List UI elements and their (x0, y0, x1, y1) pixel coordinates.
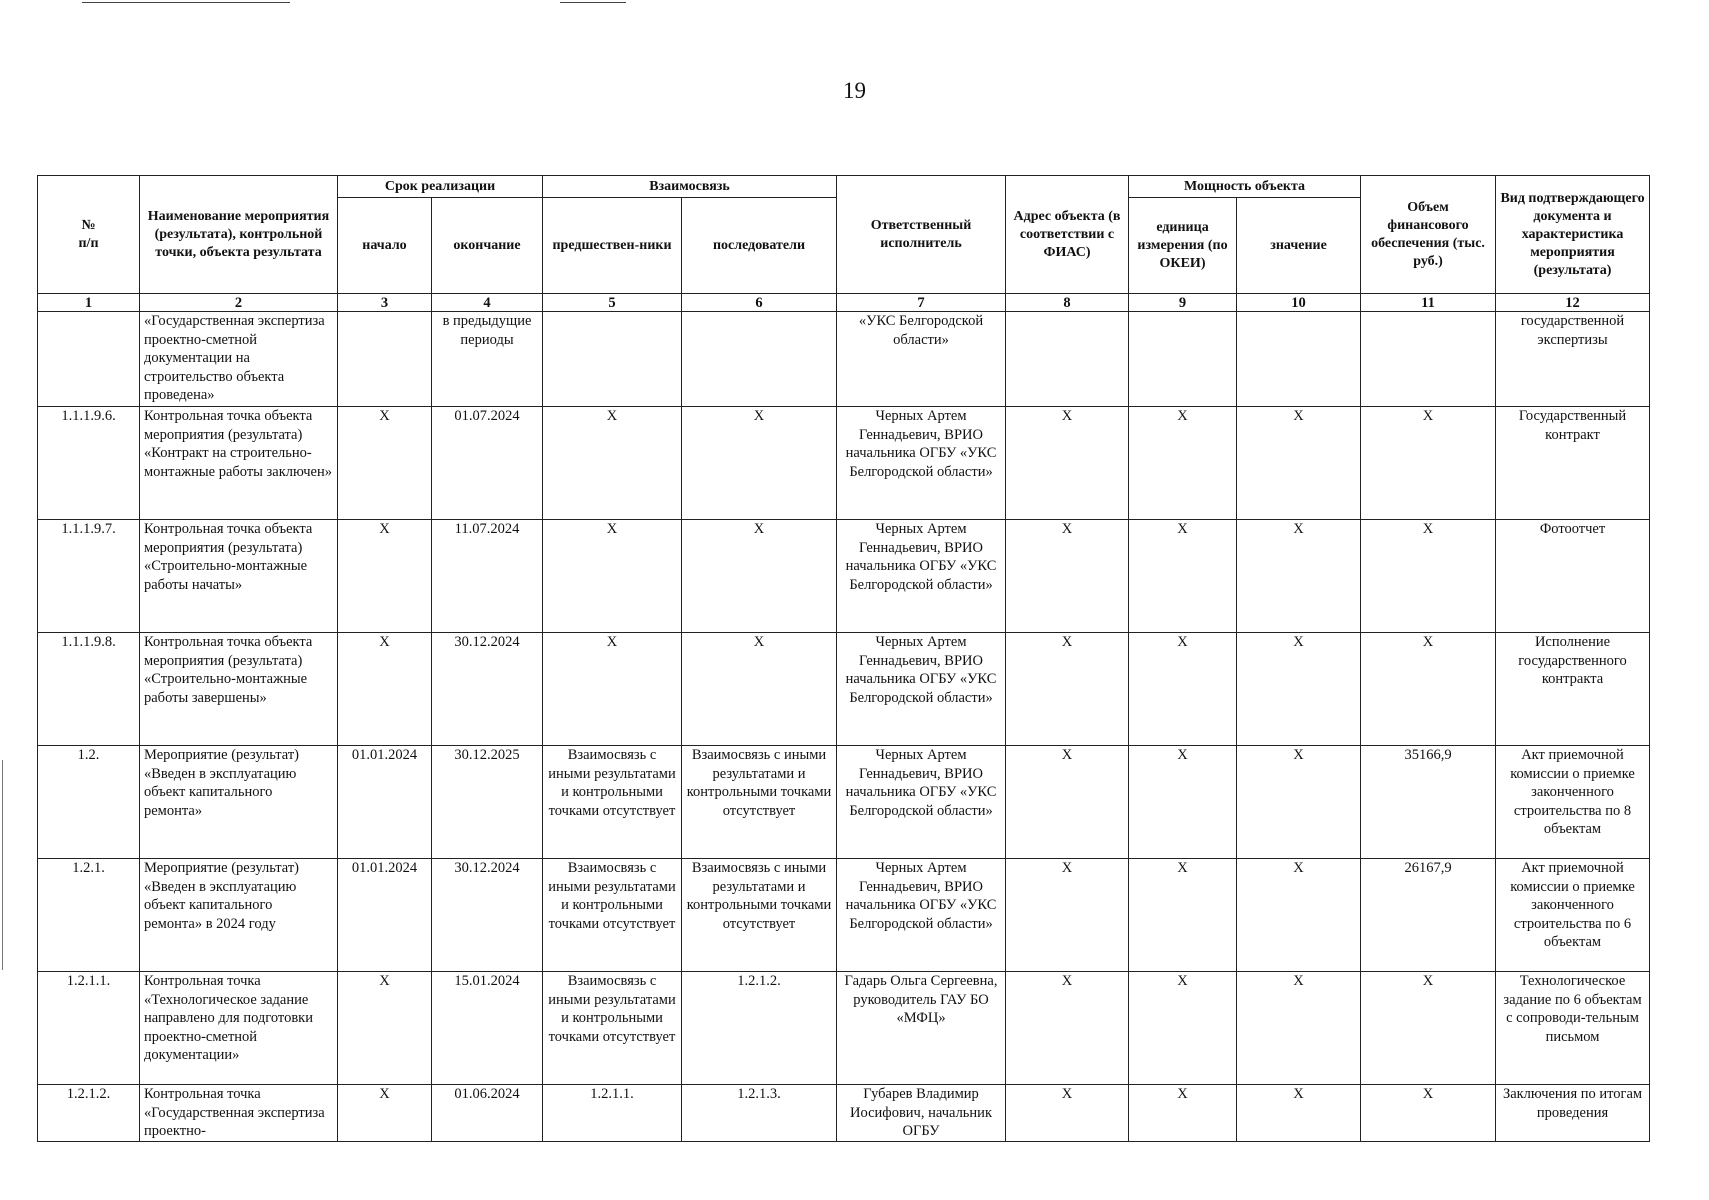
row-value: X (1237, 972, 1361, 1085)
row-name: Мероприятие (результат) «Введен в эксплуатацию объект капитального ремонта» (140, 746, 338, 859)
row-successors: X (682, 633, 837, 746)
row-successors: 1.2.1.3. (682, 1085, 837, 1142)
col-number: 4 (432, 294, 543, 312)
header-value: значение (1237, 198, 1361, 294)
table-row (38, 746, 1650, 859)
row-executor: Губарев Владимир Иосифович, начальник ОГБУ (837, 1085, 1006, 1142)
row-address: X (1006, 407, 1129, 520)
row-predecessors: Взаимосвязь с иными результатами и контрольными точками отсутствует (543, 859, 682, 972)
row-start (338, 312, 432, 407)
header-capacity-group: Мощность объекта (1129, 176, 1361, 198)
row-num (38, 312, 140, 407)
row-end: 30.12.2024 (432, 859, 543, 972)
col-number: 11 (1361, 294, 1496, 312)
row-address: X (1006, 859, 1129, 972)
col-number: 7 (837, 294, 1006, 312)
column-numbers-row (38, 294, 1650, 312)
row-finance: X (1361, 633, 1496, 746)
row-start: X (338, 633, 432, 746)
table-row (38, 972, 1650, 1085)
row-unit: X (1129, 407, 1237, 520)
row-successors: 1.2.1.2. (682, 972, 837, 1085)
page-number: 19 (843, 78, 866, 103)
row-finance: 26167,9 (1361, 859, 1496, 972)
row-address: X (1006, 520, 1129, 633)
row-doc: Заключения по итогам проведения (1496, 1085, 1650, 1142)
col-number: 3 (338, 294, 432, 312)
row-predecessors: 1.2.1.1. (543, 1085, 682, 1142)
header-period-group: Срок реализации (338, 176, 543, 198)
row-end: 30.12.2025 (432, 746, 543, 859)
row-finance: X (1361, 972, 1496, 1085)
row-finance: X (1361, 1085, 1496, 1142)
row-unit: X (1129, 633, 1237, 746)
row-address: X (1006, 1085, 1129, 1142)
col-number: 9 (1129, 294, 1237, 312)
row-doc: Акт приемочной комиссии о приемке законченного строительства по 8 объектам (1496, 746, 1650, 859)
row-doc: Акт приемочной комиссии о приемке законченного строительства по 6 объектам (1496, 859, 1650, 972)
header-predecessors: предшествен-ники (543, 198, 682, 294)
left-margin-mark (2, 760, 3, 970)
row-executor: «УКС Белгородской области» (837, 312, 1006, 407)
row-predecessors: X (543, 520, 682, 633)
row-value: X (1237, 407, 1361, 520)
row-value: X (1237, 520, 1361, 633)
row-end: 30.12.2024 (432, 633, 543, 746)
row-value: X (1237, 859, 1361, 972)
table-row (38, 407, 1650, 520)
row-successors: Взаимосвязь с иными результатами и контрольными точками отсутствует (682, 859, 837, 972)
row-name: Контрольная точка объекта мероприятия (результата) «Строительно-монтажные работы начаты» (140, 520, 338, 633)
row-unit: X (1129, 859, 1237, 972)
row-address: X (1006, 633, 1129, 746)
row-unit: X (1129, 746, 1237, 859)
row-finance: X (1361, 407, 1496, 520)
row-value: X (1237, 746, 1361, 859)
row-predecessors: Взаимосвязь с иными результатами и контрольными точками отсутствует (543, 972, 682, 1085)
header-successors: последователи (682, 198, 837, 294)
row-unit: X (1129, 1085, 1237, 1142)
header-name: Наименование мероприятия (результата), контрольной точки, объекта результата (140, 176, 338, 294)
col-number: 6 (682, 294, 837, 312)
header-finance: Объем финансового обеспечения (тыс. руб.) (1361, 176, 1496, 294)
row-executor: Черных Артем Геннадьевич, ВРИО начальника ОГБУ «УКС Белгородской области» (837, 859, 1006, 972)
row-num: 1.2.1.1. (38, 972, 140, 1085)
row-finance: X (1361, 520, 1496, 633)
col-number: 12 (1496, 294, 1650, 312)
col-number: 2 (140, 294, 338, 312)
row-end: 01.07.2024 (432, 407, 543, 520)
row-unit: X (1129, 520, 1237, 633)
row-predecessors: X (543, 407, 682, 520)
row-doc: Технологическое задание по 6 объектам с сопроводи-тельным письмом (1496, 972, 1650, 1085)
row-predecessors: X (543, 633, 682, 746)
col-number: 8 (1006, 294, 1129, 312)
row-end: 11.07.2024 (432, 520, 543, 633)
row-num: 1.1.1.9.7. (38, 520, 140, 633)
row-successors: X (682, 520, 837, 633)
row-successors: Взаимосвязь с иными результатами и контрольными точками отсутствует (682, 746, 837, 859)
row-name: Контрольная точка объекта мероприятия (результата) «Контракт на строительно-монтажные работы заключен» (140, 407, 338, 520)
row-successors: X (682, 407, 837, 520)
row-unit: X (1129, 972, 1237, 1085)
top-rule-left (82, 2, 290, 3)
row-predecessors: Взаимосвязь с иными результатами и контрольными точками отсутствует (543, 746, 682, 859)
row-value (1237, 312, 1361, 407)
header-executor: Ответственный исполнитель (837, 176, 1006, 294)
row-finance: 35166,9 (1361, 746, 1496, 859)
table-row (38, 312, 1650, 407)
row-address: X (1006, 746, 1129, 859)
row-executor: Черных Артем Геннадьевич, ВРИО начальника ОГБУ «УКС Белгородской области» (837, 407, 1006, 520)
row-name: Контрольная точка объекта мероприятия (результата) «Строительно-монтажные работы завершены» (140, 633, 338, 746)
header-address: Адрес объекта (в соответствии с ФИАС) (1006, 176, 1129, 294)
row-start: X (338, 1085, 432, 1142)
row-name: Контрольная точка «Технологическое задание направлено для подготовки проектно-сметной документации» (140, 972, 338, 1085)
table-row (38, 633, 1650, 746)
row-executor: Черных Артем Геннадьевич, ВРИО начальника ОГБУ «УКС Белгородской области» (837, 520, 1006, 633)
row-value: X (1237, 633, 1361, 746)
table-row (38, 1085, 1650, 1142)
table-row (38, 520, 1650, 633)
row-predecessors (543, 312, 682, 407)
row-start: X (338, 520, 432, 633)
row-num: 1.1.1.9.6. (38, 407, 140, 520)
header-start: начало (338, 198, 432, 294)
row-name: «Государственная экспертиза проектно-сметной документации на строительство объекта проведена» (140, 312, 338, 407)
top-rule-mid (560, 2, 626, 3)
header-num: № п/п (38, 176, 140, 294)
col-number: 1 (38, 294, 140, 312)
row-name: Мероприятие (результат) «Введен в эксплуатацию объект капитального ремонта» в 2024 году (140, 859, 338, 972)
row-doc: государственной экспертизы (1496, 312, 1650, 407)
row-start: X (338, 407, 432, 520)
row-successors (682, 312, 837, 407)
row-executor: Гадарь Ольга Сергеевна, руководитель ГАУ БО «МФЦ» (837, 972, 1006, 1085)
table-row (38, 859, 1650, 972)
header-doc: Вид подтверждающего документа и характеристика мероприятия (результата) (1496, 176, 1650, 294)
row-name: Контрольная точка «Государственная экспертиза проектно- (140, 1085, 338, 1142)
row-end: 15.01.2024 (432, 972, 543, 1085)
row-unit (1129, 312, 1237, 407)
row-executor: Черных Артем Геннадьевич, ВРИО начальника ОГБУ «УКС Белгородской области» (837, 746, 1006, 859)
row-num: 1.2.1.2. (38, 1085, 140, 1142)
row-value: X (1237, 1085, 1361, 1142)
row-num: 1.2.1. (38, 859, 140, 972)
row-doc: Исполнение государственного контракта (1496, 633, 1650, 746)
row-end: 01.06.2024 (432, 1085, 543, 1142)
row-address (1006, 312, 1129, 407)
header-link-group: Взаимосвязь (543, 176, 837, 198)
row-num: 1.1.1.9.8. (38, 633, 140, 746)
header-unit: единица измерения (по ОКЕИ) (1129, 198, 1237, 294)
col-number: 5 (543, 294, 682, 312)
row-doc: Государственный контракт (1496, 407, 1650, 520)
header-end: окончание (432, 198, 543, 294)
row-end: в предыдущие периоды (432, 312, 543, 407)
row-executor: Черных Артем Геннадьевич, ВРИО начальника ОГБУ «УКС Белгородской области» (837, 633, 1006, 746)
row-start: X (338, 972, 432, 1085)
row-finance (1361, 312, 1496, 407)
row-start: 01.01.2024 (338, 746, 432, 859)
row-start: 01.01.2024 (338, 859, 432, 972)
col-number: 10 (1237, 294, 1361, 312)
plan-table (37, 175, 1650, 1142)
row-num: 1.2. (38, 746, 140, 859)
row-doc: Фотоотчет (1496, 520, 1650, 633)
row-address: X (1006, 972, 1129, 1085)
